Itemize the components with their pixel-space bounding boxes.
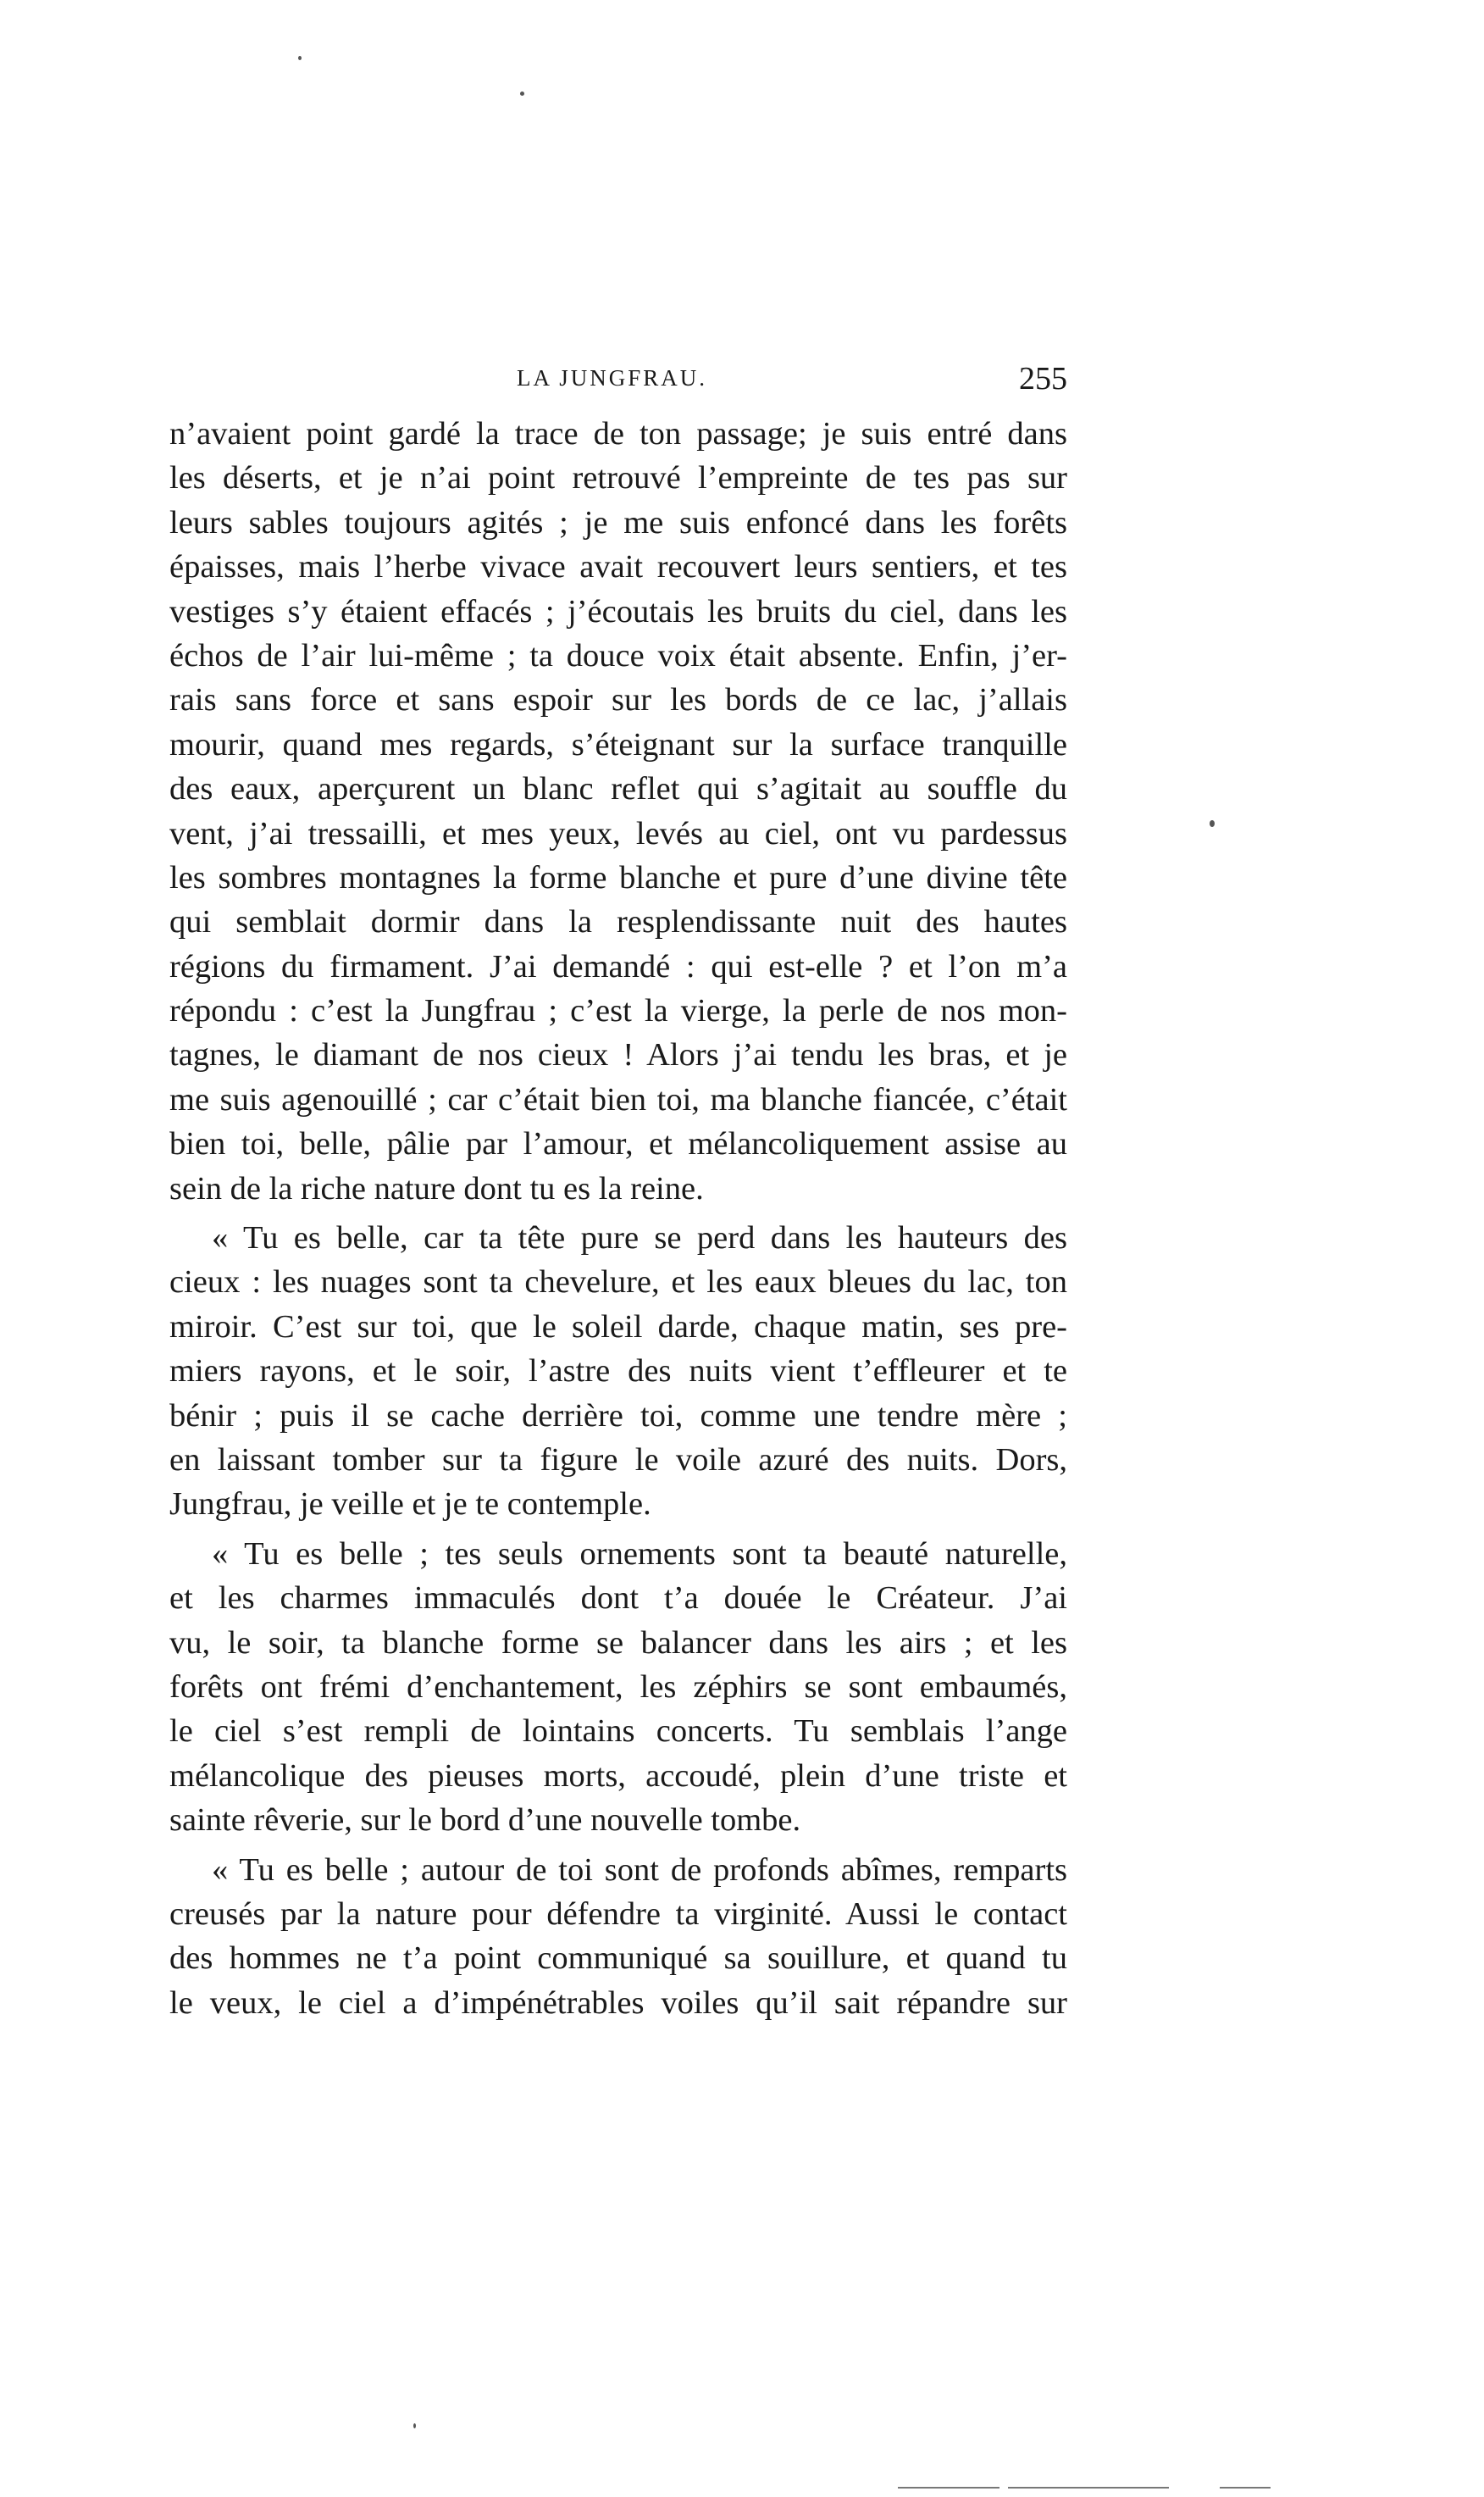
text-line: sainte rêverie, sur le bord d’une nouvelle tombe. (169, 1802, 801, 1839)
text-line: « Tu es belle ; autour de toi sont de profonds abîmes, remparts (212, 1851, 1067, 1888)
text-line: sein de la riche nature dont tu es la reine. (169, 1170, 704, 1207)
text-line: vu, le soir, ta blanche forme se balancer dans les airs ; et les (169, 1624, 1067, 1661)
text-line: tagnes, le diamant de nos cieux ! Alors j’ai tendu les bras, et je (169, 1037, 1067, 1074)
text-line: qui semblait dormir dans la resplendissante nuit des hautes (169, 904, 1067, 941)
text-body (169, 412, 1067, 2025)
text-line: miers rayons, et le soir, l’astre des nuits vient t’effleurer et te (169, 1353, 1067, 1390)
text-line: mélancolique des pieuses morts, accoudé, plein d’une triste et (169, 1757, 1067, 1794)
text-line: me suis agenouillé ; car c’était bien toi, ma blanche fiancée, c’était (169, 1081, 1067, 1118)
text-line: « Tu es belle ; tes seuls ornements sont ta beauté naturelle, (212, 1535, 1067, 1572)
scan-speck (298, 56, 302, 60)
footer-rule (898, 2487, 999, 2489)
paragraph-tu-es-belle-3 (169, 1848, 1067, 2026)
text-line: répondu : c’est la Jungfrau ; c’est la vierge, la perle de nos mon- (169, 993, 1067, 1029)
text-line: forêts ont frémi d’enchantement, les zéphirs se sont embaumés, (169, 1668, 1067, 1705)
paragraph-continuation (169, 412, 1067, 1211)
footer-rule (1008, 2487, 1169, 2489)
text-line: les sombres montagnes la forme blanche et pure d’une divine tête (169, 859, 1067, 896)
text-line: les déserts, et je n’ai point retrouvé l’empreinte de tes pas sur (169, 460, 1067, 497)
text-line: le ciel s’est rempli de lointains concerts. Tu semblais l’ange (169, 1713, 1067, 1750)
text-line: des eaux, aperçurent un blanc reflet qui s’agitait au souffle du (169, 771, 1067, 807)
page-number: 255 (1019, 361, 1067, 397)
text-line: bien toi, belle, pâlie par l’amour, et mélancoliquement assise au (169, 1126, 1067, 1162)
text-line: échos de l’air lui-même ; ta douce voix était absente. Enfin, j’er- (169, 637, 1067, 674)
text-line: vent, j’ai tressailli, et mes yeux, levés au ciel, ont vu pardessus (169, 815, 1067, 852)
text-line: n’avaient point gardé la trace de ton passage; je suis entré dans (169, 416, 1067, 452)
text-line: rais sans force et sans espoir sur les bords de ce lac, j’allais (169, 682, 1067, 719)
text-line: « Tu es belle, car ta tête pure se perd dans les hauteurs des (212, 1220, 1067, 1257)
text-line: épaisses, mais l’herbe vivace avait recouvert leurs sentiers, et tes (169, 549, 1067, 585)
text-line: cieux : les nuages sont ta chevelure, et les eaux bleues du lac, ton (169, 1264, 1067, 1301)
running-head (169, 360, 1067, 411)
paragraph-tu-es-belle-2 (169, 1532, 1067, 1843)
text-line: des hommes ne t’a point communiqué sa souillure, et quand tu (169, 1940, 1067, 1977)
scan-speck (1210, 820, 1215, 827)
text-line: bénir ; puis il se cache derrière toi, comme une tendre mère ; (169, 1397, 1067, 1434)
footer-rule (1220, 2487, 1271, 2489)
paragraph-tu-es-belle-1 (169, 1216, 1067, 1527)
text-line: mourir, quand mes regards, s’éteignant sur la surface tranquille (169, 726, 1067, 763)
text-line: leurs sables toujours agités ; je me suis enfoncé dans les forêts (169, 504, 1067, 541)
scan-speck (520, 92, 524, 96)
scan-speck (413, 2423, 416, 2428)
text-line: creusés par la nature pour défendre ta virginité. Aussi le contact (169, 1895, 1067, 1932)
text-line: le veux, le ciel a d’impénétrables voiles qu’il sait répandre sur (169, 1984, 1067, 2021)
text-line: vestiges s’y étaient effacés ; j’écoutais les bruits du ciel, dans les (169, 593, 1067, 630)
running-title: LA JUNGFRAU. (517, 365, 708, 391)
text-line: miroir. C’est sur toi, que le soleil darde, chaque matin, ses pre- (169, 1308, 1067, 1345)
text-line: régions du firmament. J’ai demandé : qui est-elle ? et l’on m’a (169, 948, 1067, 985)
text-line: et les charmes immaculés dont t’a douée le Créateur. J’ai (169, 1580, 1067, 1617)
text-line: en laissant tomber sur ta figure le voile azuré des nuits. Dors, (169, 1441, 1067, 1478)
text-line: Jungfrau, je veille et je te contemple. (169, 1486, 651, 1523)
